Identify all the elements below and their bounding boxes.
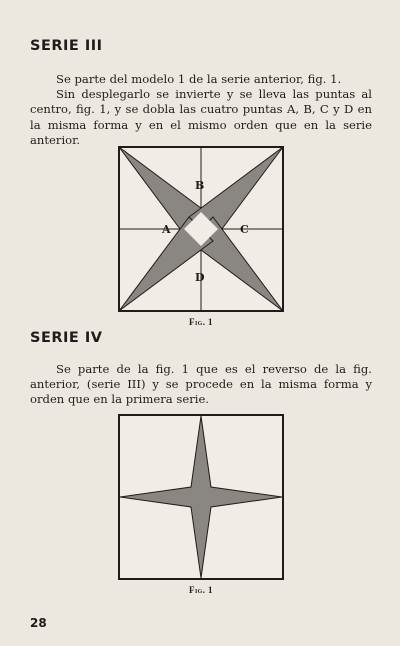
series-iii-figure [118, 146, 284, 312]
series-iv-heading: SERIE IV [30, 330, 103, 346]
series-iii-figure-caption: Fig. 1 [189, 317, 213, 327]
label-c: C [240, 223, 249, 236]
series-iii-text [30, 72, 372, 148]
series-iv-text [30, 362, 372, 408]
label-d: D [195, 271, 205, 284]
label-a: A [162, 223, 171, 236]
series-iv-paragraph-1: Se parte de la fig. 1 que es el reverso de la fig. anterior, (serie III) y se procede en la misma forma y orden que en la primera serie. [30, 362, 372, 407]
series-iii-heading: SERIE III [30, 38, 103, 54]
page-number: 28 [30, 616, 47, 630]
series-iii-paragraph-1: Se parte del modelo 1 de la serie anterior, fig. 1. [56, 72, 342, 86]
series-iii-paragraph-2: Sin desplegarlo se invierte y se lleva las puntas al centro, fig. 1, y se dobla las cuatro puntas A, B, C y D en la misma forma y en el mismo orden que en la serie anterior. [30, 87, 372, 147]
label-b: B [195, 179, 205, 192]
series-iv-figure [118, 414, 284, 580]
series-iv-figure-caption: Fig. 1 [189, 585, 213, 595]
